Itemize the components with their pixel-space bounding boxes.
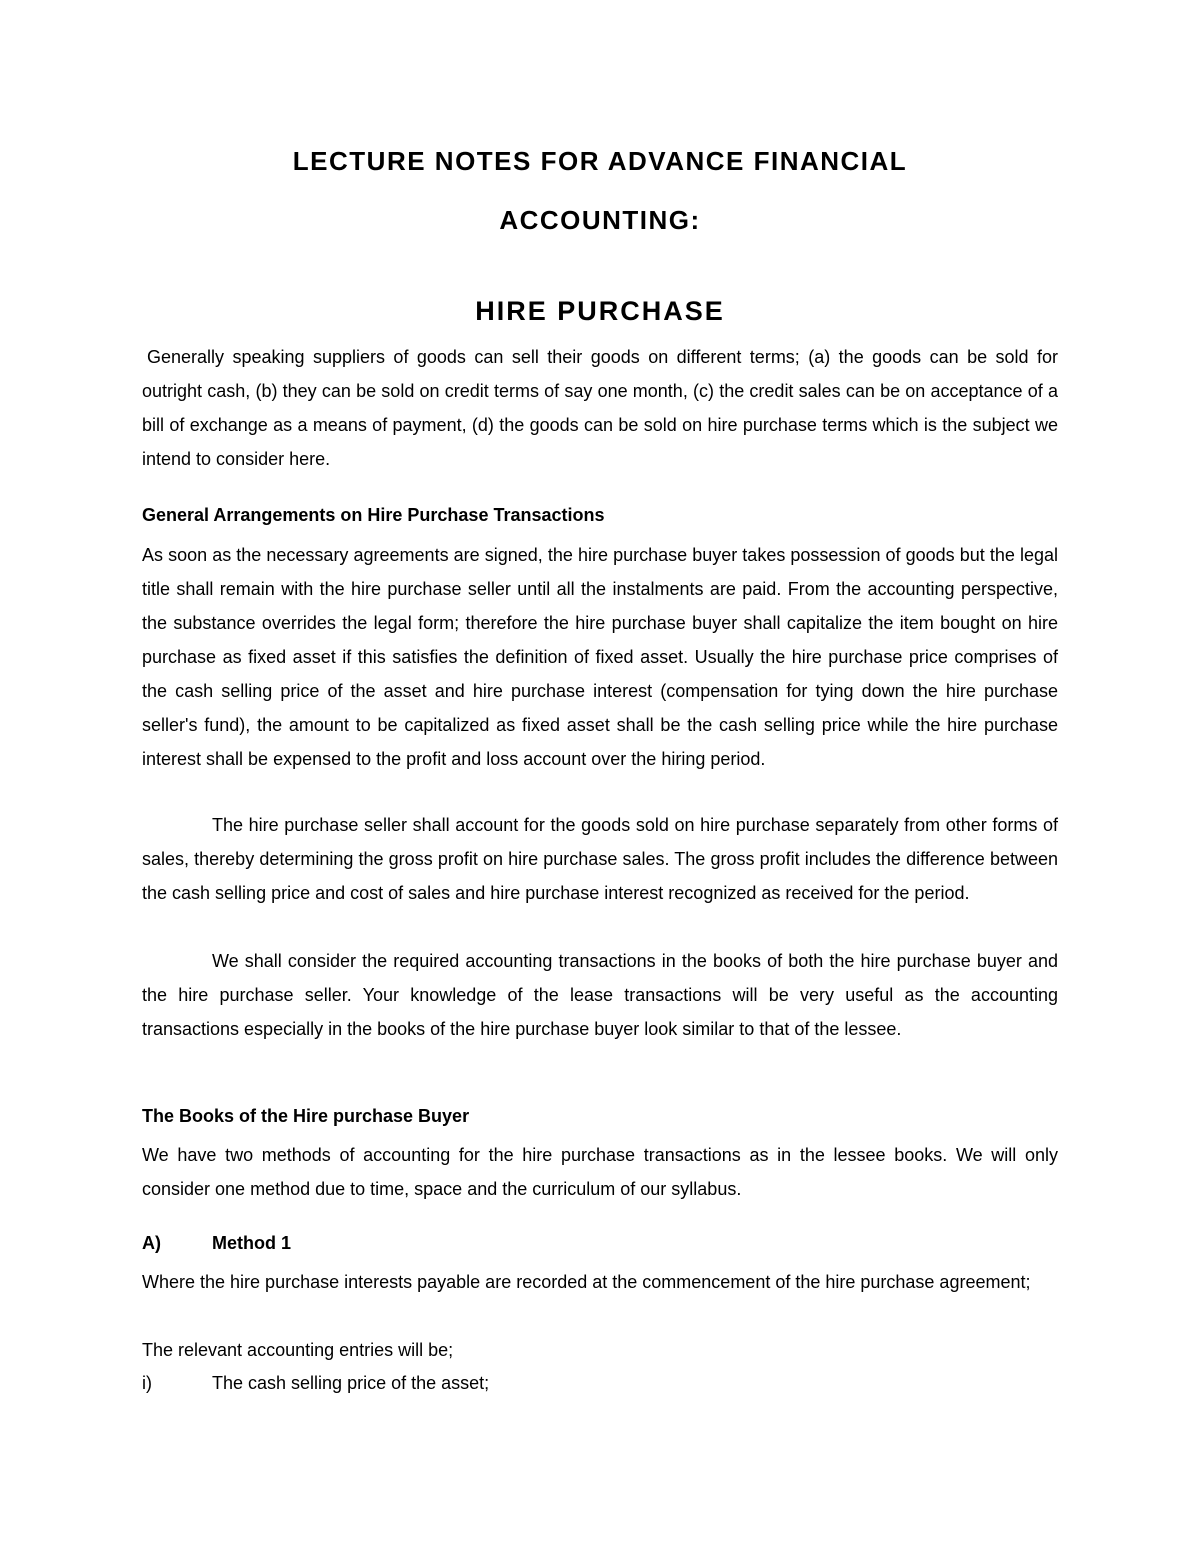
title-line-2: ACCOUNTING: [499, 205, 701, 235]
item-row [142, 1373, 489, 1394]
item-text: The cash selling price of the asset; [212, 1373, 490, 1393]
method-key: A) [142, 1233, 161, 1253]
item-key: i) [142, 1373, 152, 1393]
method-row [142, 1233, 291, 1254]
intro-paragraph: Generally speaking suppliers of goods can sell their goods on different terms; (a) the goods can be sold for outright cash, (b) they can be sold on credit terms of say one month, (c) the credit sales can be on acceptance of a bill of exchange as a means of payment, (d) the goods can be sold on hire purchase terms which is the subject we intend to consider here. [142, 347, 1058, 469]
title-line-1: LECTURE NOTES FOR ADVANCE FINANCIAL [292, 146, 908, 176]
subheading-general-arrangements: General Arrangements on Hire Purchase Transactions [142, 505, 605, 525]
paragraph-seller-accounting: The hire purchase seller shall account for the goods sold on hire purchase separately from other forms of sales, thereby determining the gross profit on hire purchase sales. The gross profit includes the difference between the cash selling price and cost of sales and hire purchase interest recognized as received for the period. [142, 815, 1058, 903]
paragraph-accounting-entries: The relevant accounting entries will be; [142, 1340, 454, 1360]
paragraph-general-arrangements: As soon as the necessary agreements are signed, the hire purchase buyer takes possession of goods but the legal title shall remain with the hire purchase seller until all the instalments are paid. From the accounting perspective, the substance overrides the legal form; therefore the hire purchase buyer shall capitalize the item bought on hire purchase as fixed asset if this satisfies the definition of fixed asset. Usually the hire purchase price comprises of the cash selling price of the asset and hire purchase interest (compensation for tying down the hire purchase seller's fund), the amount to be capitalized as fixed asset shall be the cash selling price while the hire purchase interest shall be expensed to the profit and loss account over the hiring period. [142, 545, 1058, 769]
subheading-buyer-books: The Books of the Hire purchase Buyer [142, 1106, 470, 1126]
paragraph-required-transactions: We shall consider the required accounting transactions in the books of both the hire purchase buyer and the hire purchase seller. Your knowledge of the lease transactions will be very useful as the accounting transactions especially in the books of the hire purchase buyer look similar to that of the lessee. [142, 951, 1058, 1039]
paragraph-buyer-methods: We have two methods of accounting for the hire purchase transactions as in the lessee books. We will only consider one method due to time, space and the curriculum of our syllabus. [142, 1145, 1058, 1199]
paragraph-method-description: Where the hire purchase interests payable are recorded at the commencement of the hire purchase agreement; [142, 1272, 1031, 1292]
section-heading: HIRE PURCHASE [475, 296, 725, 326]
method-label: Method 1 [212, 1233, 291, 1253]
